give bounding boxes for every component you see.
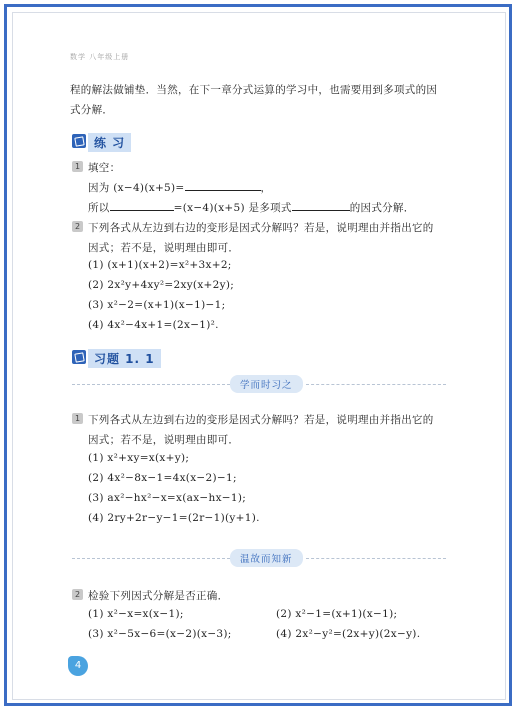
exercise-q2-item: (2) x²−1=(x+1)(x−1);: [276, 608, 398, 620]
exercise-q1-item: (1) x²+xy=x(x+y);: [88, 452, 190, 464]
exercise-q2-item: (1) x²−x=x(x−1);: [88, 608, 184, 620]
answer-blank: [292, 202, 350, 211]
practice-q1-number: 1: [72, 161, 83, 172]
practice-q1-line1: [88, 180, 271, 195]
practice-q2-item: (4) 4x²−4x+1=(2x−1)².: [88, 319, 219, 331]
answer-blank: [185, 182, 261, 191]
practice-q1-line2: [88, 200, 415, 215]
banner-review: 学而时习之: [230, 375, 303, 393]
pencil-note-icon: [72, 134, 86, 148]
q1-line2-pre: 所以: [88, 202, 110, 214]
practice-title: 练 习: [88, 133, 131, 152]
exercise-q1-item: (4) 2ry+2r−y−1=(2r−1)(y+1).: [88, 512, 260, 524]
q1-line1-post: ，: [260, 182, 272, 194]
section-divider: [72, 558, 230, 559]
exercise-title: 习题 1. 1: [88, 349, 161, 368]
exercise-q1-number: 1: [72, 413, 83, 424]
practice-q2-stem-2: 因式；若不是，说明理由即可．: [88, 242, 240, 254]
exercise-q1-item: (2) 4x²−8x−1=4x(x−2)−1;: [88, 472, 237, 484]
practice-q2-stem-1: 下列各式从左边到右边的变形是因式分解吗？若是，说明理由并指出它的: [88, 222, 434, 234]
pencil-note-icon: [72, 350, 86, 364]
page-number: 4: [68, 656, 88, 676]
section-divider: [306, 558, 446, 559]
practice-q2-item: (2) 2x²y+4xy²=2xy(x+2y);: [88, 279, 235, 291]
exercise-q2-stem: 检验下列因式分解是否正确．: [88, 590, 229, 602]
q1-line1-pre: 因为 (x−4)(x+5)=: [88, 182, 185, 194]
exercise-q1-item: (3) ax²−hx²−x=x(ax−hx−1);: [88, 492, 247, 504]
exercise-q1-stem-1: 下列各式从左边到右边的变形是因式分解吗？若是，说明理由并指出它的: [88, 414, 434, 426]
intro-line-2: 式分解．: [70, 104, 114, 116]
practice-q1-label: 填空：: [88, 162, 121, 174]
intro-line-1: 程的解法做铺垫．当然，在下一章分式运算的学习中，也需要用到多项式的因: [70, 84, 438, 96]
section-divider: [72, 384, 230, 385]
page-header: 数学 八年级上册: [70, 53, 130, 61]
exercise-q2-item: (3) x²−5x−6=(x−2)(x−3);: [88, 628, 232, 640]
practice-q2-item: (1) (x+1)(x+2)=x²+3x+2;: [88, 259, 232, 271]
q1-line2-mid: =(x−4)(x+5) 是多项式: [173, 202, 292, 214]
q1-line2-post: 的因式分解．: [349, 202, 415, 214]
section-divider: [306, 384, 446, 385]
practice-q2-item: (3) x²−2=(x+1)(x−1)−1;: [88, 299, 226, 311]
practice-q2-number: 2: [72, 221, 83, 232]
answer-blank: [110, 202, 174, 211]
exercise-q1-stem-2: 因式；若不是，说明理由即可．: [88, 434, 240, 446]
exercise-q2-item: (4) 2x²−y²=(2x+y)(2x−y).: [276, 628, 421, 640]
exercise-q2-number: 2: [72, 589, 83, 600]
banner-learn-new: 温故而知新: [230, 549, 303, 567]
